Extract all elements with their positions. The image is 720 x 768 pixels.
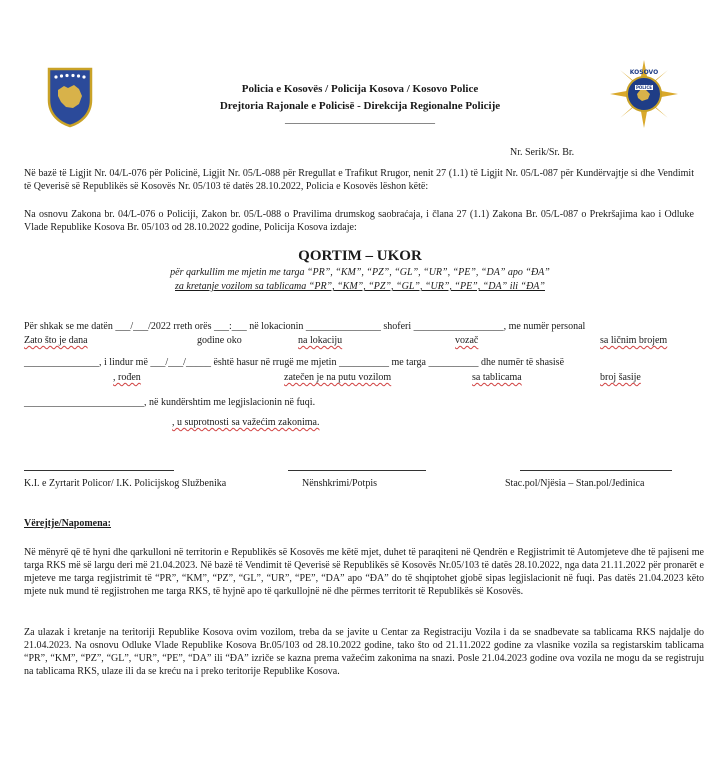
form-row-2-serbian-4: broj šasije	[600, 372, 641, 383]
form-row-2-serbian-1: , rođen	[113, 372, 141, 383]
notes-heading: Vërejtje/Napomena:	[24, 518, 112, 529]
form-row-2-albanian: _______________, i lindur më ___/___/_____ është hasur në rrugë me mjetin __________ me targa __________ dhe numër të shasisë	[24, 357, 565, 368]
form-row-1-serbian-4: vozač	[455, 335, 479, 346]
document-title: QORTIM – UKOR	[298, 248, 422, 264]
badge-ring-text: KOSOVO	[629, 69, 659, 76]
officer-id-label: K.I. e Zyrtarit Policor/ I.K. Policijskog Službenika	[24, 478, 227, 489]
form-row-1-serbian-1: Zato što je dana	[24, 335, 88, 346]
officer-id-line	[24, 470, 174, 471]
header-line-2: Drejtoria Rajonale e Policisë - Direkcija Regionalne Policije	[219, 100, 501, 112]
badge-center-text: POLICE	[635, 85, 653, 90]
header-rule: ______________________________	[285, 114, 435, 125]
station-line	[520, 470, 672, 471]
notes-serbian: Za ulazak i kretanje na teritoriji Republike Kosova ovim vozilom, treba da se javite u Centar za Registraciju Vozila i da se snadbevate sa tablicama RKS najdalje do 21.04.2023. Na osnovu Odluke Vlade Republike Kosova Br.05/103 od 28.10.2022 godine, tako što od 21.11.2022 godine za vlasnike vozila sa registarskim tablicama “PR”, “KM”, “PZ”, “GL”, “UR”, “PE”, “DA” ili “ĐA” izriče se kazna prema važećim zakonima na snazi. Posle 21.04.2023 godine ova vozila ne mogu da se registruju na tablicama RKS, ulaze ili da se kreću na i preko teritorije Republike Kosova.	[24, 627, 704, 677]
form-row-3-albanian: ________________________, në kundërshtim me legjislacionin në fuqi.	[24, 397, 316, 408]
intro-albanian: Në bazë të Ligjit Nr. 04/L-076 për Policinë, Ligjit Nr. 05/L-088 për Rregullat e Trafikut Rrugor, nenit 27 (1.1) të Ligjit Nr. 05/L-087 për Kundërvajtje si dhe Vendimit të Qeverisë së Republikës së Kosovës Nr. 05/103 të datës 28.10.2022, Policia e Kosovës lëshon këtë:	[24, 168, 694, 192]
kosovo-emblem-logo	[46, 66, 94, 128]
notes-albanian: Në mënyrë që të hyni dhe qarkulloni në territorin e Republikës së Kosovës me këtë mjet, duhet të paraqiteni në Qendrën e Regjistrimit të Automjeteve dhe të pajiseni me targa RKS më së largu deri më 21.04.2023. Në bazë të Vendimit të Qeverisë së Republikës së Kosovës Nr.05/103 të datës 28.10.2022, nga data 21.11.2022 për pronarët e mjeteve me targa regjistrimit të “PR”, “KM”, “PZ”, “GL”, “UR”, “PE”, “DA” apo “ĐA” do të shqiptohet gjobë sipas legjislacionit në fuqi. Pas datës 21.04.2023 këto mjete nuk mund të regjistrohen me targa RKS, të hyjnë apo të qarkullojnë në dhe përmes territorit të Republikës së Kosovës.	[24, 547, 704, 597]
header-line-1: Policia e Kosovës / Policija Kosova / Kosovo Police	[241, 83, 479, 95]
form-row-1-serbian-3: na lokaciju	[298, 335, 343, 346]
subtitle-albanian: për qarkullim me mjetin me targa “PR”, “KM”, “PZ”, “GL”, “UR”, “PE”, “DA” apo “ĐA”	[170, 267, 550, 278]
form-row-2-serbian-2: zatečen je na putu vozilom	[284, 372, 392, 383]
serial-number-label: Nr. Serik/Sr. Br.	[510, 147, 575, 158]
subtitle-serbian: za kretanje vozilom sa tablicama “PR”, “KM”, “PZ”, “GL”, “UR”, “PE”, “DA” ili “ĐA”	[175, 281, 545, 292]
form-row-2-serbian-3: sa tablicama	[472, 372, 522, 383]
kosovo-police-badge-logo	[608, 58, 680, 130]
form-row-1-serbian-5: sa ličnim brojem	[600, 335, 668, 346]
signature-line	[288, 470, 426, 471]
signature-label: Nënshkrimi/Potpis	[302, 478, 378, 489]
form-row-1-albanian: Për shkak se me datën ___/___/2022 rreth orës ___:___ në lokacionin _______________ shoferi __________________, me numër personal	[24, 321, 586, 332]
form-row-3-serbian: , u suprotnosti sa važećim zakonima.	[172, 417, 320, 428]
station-label: Stac.pol/Njësia – Stan.pol/Jedinica	[505, 478, 645, 489]
form-row-1-serbian-2: godine oko	[197, 335, 242, 346]
intro-serbian: Na osnovu Zakona br. 04/L-076 o Policiji, Zakon br. 05/L-088 o Pravilima drumskog saobraćaja, i člana 27 (1.1) Zakona Br. 05/L-087 o Prekršajima kao i Odluke Vlade Republike Kosova Br. 05/103 od 28.10.2022 godine, Policija Kosova izdaje:	[24, 209, 694, 233]
